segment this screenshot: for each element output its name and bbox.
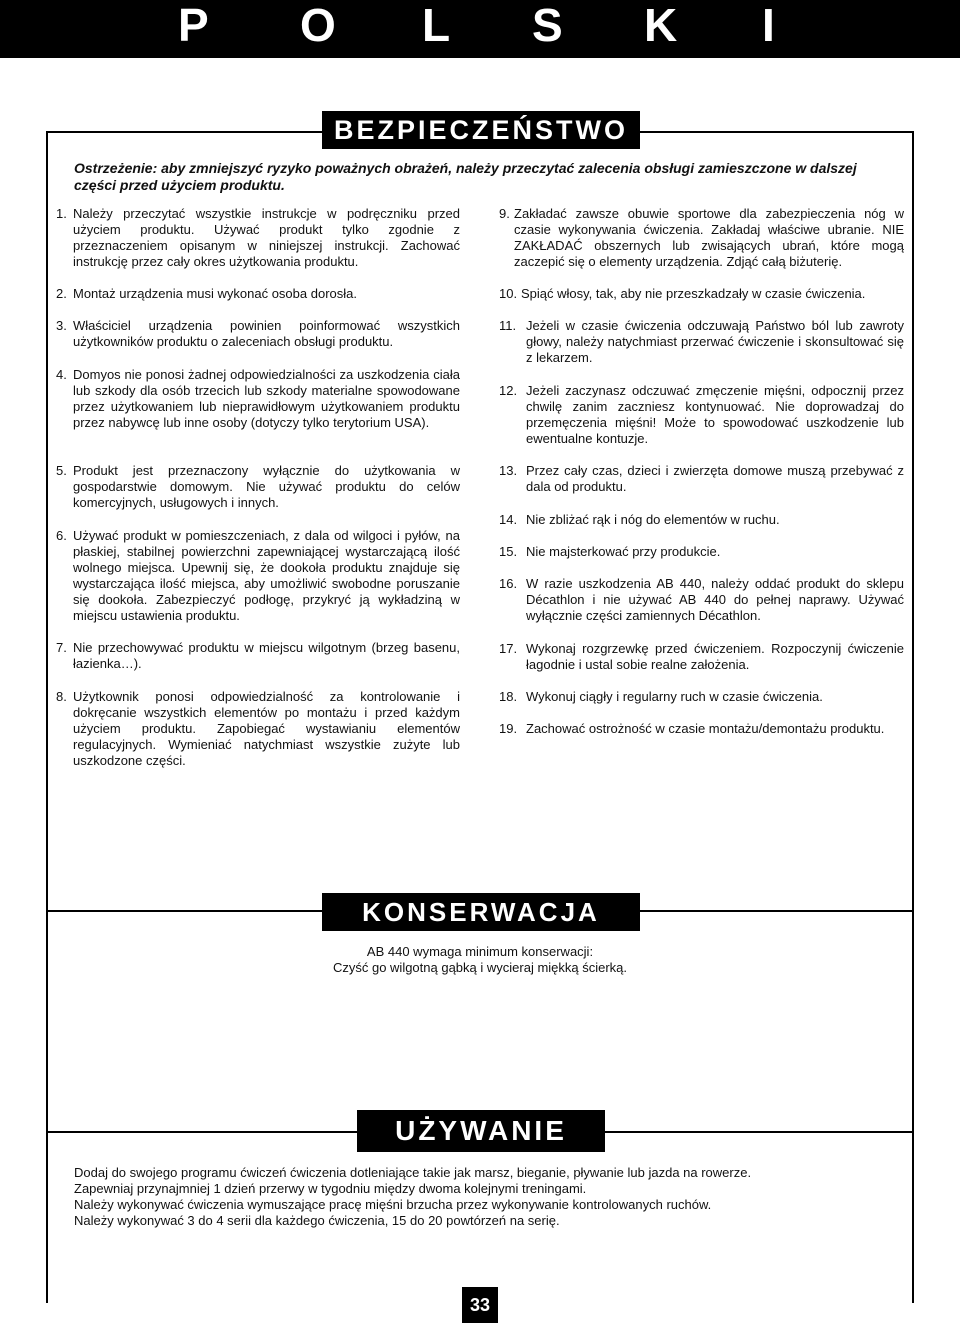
safety-item [56, 367, 460, 431]
safety-item [56, 463, 460, 511]
usage-line: Dodaj do swojego programu ćwiczeń ćwiczenia dotleniające takie jak marsz, bieganie, pływanie lub jazda na rowerze. [74, 1165, 752, 1180]
language-letter: L [422, 0, 451, 51]
item-text: Jeżeli zaczynasz odczuwać zmęczenie mięśni, odpocznij przez chwilę zanim zaczniesz kontynuować. Nie doprowadzaj do przemęczenia mięśni! Może to spowodować uszkodzenie lub ewentualne kontuzje. [526, 383, 904, 446]
safety-title: BEZPIECZEŃSTWO [322, 111, 640, 149]
item-number: 3. [56, 318, 67, 333]
item-number: 18. [499, 689, 518, 704]
item-text: Spiąć włosy, tak, aby nie przeszkadzały w czasie ćwiczenia. [521, 286, 866, 301]
item-text: Używać produkt w pomieszczeniach, z dala od wilgoci i pyłów, na płaskiej, stabilnej powierzchni zapewniającej wystarczającą ilość wolnego miejsca. Upewnij się, że dookoła produktu znajduje się wystarczająca ilość miejsca, aby umożliwić swobodne poruszanie się dookoła. Zabezpieczyć podłogę, przykryć ją wykładziną w miejscu ustawienia produktu. [73, 528, 460, 623]
page-number: 33 [462, 1287, 498, 1323]
item-number: 8. [56, 689, 67, 704]
item-text: Produkt jest przeznaczony wyłącznie do użytkowania w gospodarstwie domowym. Nie używać produktu do celów komercyjnych, usługowych i innych. [73, 463, 460, 510]
safety-item [56, 318, 460, 350]
item-number: 11. [499, 318, 517, 333]
safety-item [499, 512, 904, 528]
item-text: Jeżeli w czasie ćwiczenia odczuwają Państwo ból lub zawroty głowy, należy natychmiast przerwać ćwiczenie i skonsultować się z lekarzem. [526, 318, 904, 365]
item-text: Montaż urządzenia musi wykonać osoba dorosła. [73, 286, 357, 301]
item-number: 6. [56, 528, 67, 543]
item-number: 17. [499, 641, 518, 656]
safety-item [499, 286, 904, 302]
item-text: W razie uszkodzenia AB 440, należy oddać produkt do sklepu Décathlon i nie używać AB 440 do pełnej naprawy. Używać wyłącznie części zamiennych Décathlon. [526, 576, 904, 623]
item-text: Zakładać zawsze obuwie sportowe dla zabezpieczenia nóg w czasie wykonywania ćwiczenia. Zakładaj właściwe ubranie. NIE ZAKŁADAĆ obszernych lub zwisających ubrań, które mogą zaczepić się o elementy urządzenia. Zdjąć całą biżuterię. [514, 206, 904, 269]
item-number: 19. [499, 721, 518, 736]
usage-line: Zapewniaj przynajmniej 1 dzień przerwy w tygodniu między dwoma kolejnymi treningami. [74, 1181, 587, 1196]
language-letter: K [644, 0, 678, 51]
item-number: 4. [56, 367, 67, 382]
usage-title: UŻYWANIE [357, 1110, 605, 1152]
safety-item [56, 528, 460, 624]
item-text: Wykonaj rozgrzewkę przed ćwiczeniem. Rozpoczynij ćwiczenie łagodnie i ustal sobie realne założenia. [526, 641, 904, 672]
item-text: Użytkownik ponosi odpowiedzialność za kontrolowanie i dokręcanie wszystkich elementów po montażu i przed każdym użyciem produktu. Zapobiegać wystawianiu elementów regulacyjnych. Wymieniać natychmiast wszystkie zużyte lub uszkodzone części. [73, 689, 460, 768]
maintenance-title: KONSERWACJA [322, 893, 640, 931]
item-number: 1. [56, 206, 67, 221]
safety-item [56, 689, 460, 769]
item-text: Nie majsterkować przy produkcie. [526, 544, 721, 559]
maintenance-line: Czyść go wilgotną gąbką i wycieraj miękką ścierką. [332, 960, 628, 975]
item-text: Właściciel urządzenia powinien poinformować wszystkich użytkowników produktu o zaleceniach obsługi produktu. [73, 318, 460, 349]
language-letter: P [178, 0, 209, 51]
safety-item [499, 721, 904, 737]
safety-warning: Ostrzeżenie: aby zmniejszyć ryzyko poważnych obrażeń, należy przeczytać zalecenia obsługi zamieszczone w dalszej części przed użyciem produktu. [74, 160, 857, 193]
language-letter: I [762, 0, 775, 51]
item-text: Domyos nie ponosi żadnej odpowiedzialności za uszkodzenia ciała lub szkody dla osób trzecich lub szkody materialne spowodowane przez użytkowaniem lub nieprawidłowym użytkowaniem produktu przez nabywcę lub inne osoby (dotyczy tylko terytorium USA). [73, 367, 460, 430]
item-number: 9. [499, 206, 510, 221]
item-number: 15. [499, 544, 518, 559]
item-text: Nie zbliżać rąk i nóg do elementów w ruchu. [526, 512, 780, 527]
safety-item [56, 286, 460, 302]
item-number: 5. [56, 463, 67, 478]
item-number: 13. [499, 463, 518, 478]
safety-item [499, 463, 904, 495]
language-title [0, 0, 960, 58]
item-number: 7. [56, 640, 67, 655]
usage-line: Należy wykonywać ćwiczenia wymuszające pracę mięśni brzucha przez wykonywanie kontrolowanych ruchów. [74, 1197, 712, 1212]
safety-item [56, 206, 460, 270]
maintenance-line: AB 440 wymaga minimum konserwacji: [366, 944, 594, 959]
item-number: 12. [499, 383, 518, 398]
item-number: 16. [499, 576, 518, 591]
item-number: 10. [499, 286, 518, 301]
item-text: Nie przechowywać produktu w miejscu wilgotnym (brzeg basenu, łazienka…). [73, 640, 460, 671]
safety-item [499, 383, 904, 447]
safety-item [499, 641, 904, 673]
item-text: Wykonuj ciągły i regularny ruch w czasie ćwiczenia. [526, 689, 823, 704]
safety-item [499, 318, 904, 366]
safety-item [499, 689, 904, 705]
safety-item [499, 206, 904, 270]
item-number: 14. [499, 512, 518, 527]
item-number: 2. [56, 286, 67, 301]
language-letter: O [300, 0, 336, 51]
safety-item [499, 576, 904, 624]
safety-item [56, 640, 460, 672]
usage-line: Należy wykonywać 3 do 4 serii dla każdego ćwiczenia, 15 do 20 powtórzeń na serię. [74, 1213, 560, 1228]
language-letter: S [532, 0, 563, 51]
item-text: Przez cały czas, dzieci i zwierzęta domowe muszą przebywać z dala od produktu. [526, 463, 904, 494]
item-text: Zachować ostrożność w czasie montażu/demontażu produktu. [526, 721, 885, 736]
safety-item [499, 544, 904, 560]
item-text: Należy przeczytać wszystkie instrukcje w podręczniku przed użyciem produktu. Używać produkt tylko zgodnie z przeznaczeniem opisanym w niniejszej instrukcji. Zachować instrukcję przez cały okres użytkowania produktu. [73, 206, 460, 269]
